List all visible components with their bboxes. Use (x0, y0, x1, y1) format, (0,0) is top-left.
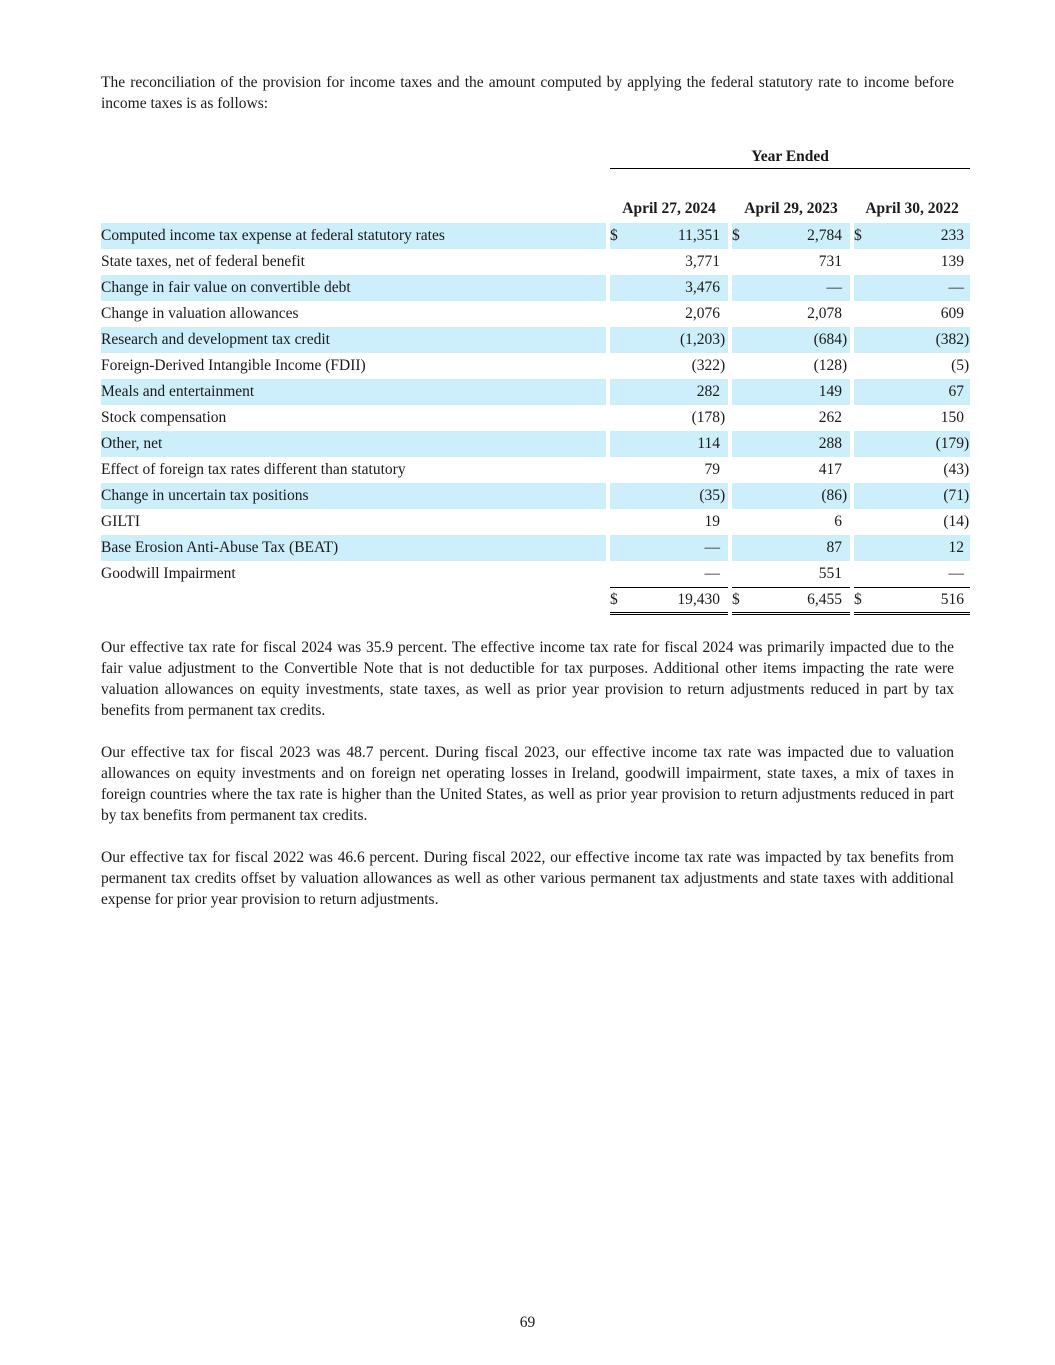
cell-value: 551 (750, 561, 842, 588)
paragraph-fiscal-2024: Our effective tax rate for fiscal 2024 was 35.9 percent. The effective income tax rate for fiscal 2024 was primarily impacted due to the fair value adjustment to the Convertible Note that is not deductible for tax purposes. Additional other items impacting the rate were valuation allowances on equity investments, state taxes, as well as prior year provision to return adjustments reduced in part by tax benefits from permanent tax credits. (101, 639, 954, 719)
cell-suffix (720, 275, 728, 301)
currency-symbol (854, 561, 872, 588)
document-page (101, 72, 970, 910)
cell-value: 11,351 (628, 223, 720, 249)
cell-value: 2,784 (750, 223, 842, 249)
cell-value: 6 (834, 513, 842, 530)
cell-value: 262 (818, 409, 842, 426)
cell-suffix: ) (842, 483, 850, 509)
row-label: Change in uncertain tax positions (101, 483, 606, 509)
cell-value: (1,203 (628, 327, 720, 353)
cell-value: 2,078 (807, 305, 842, 322)
table-row (101, 483, 970, 509)
cell-value: — (628, 561, 720, 588)
cell-value: 288 (750, 431, 842, 457)
table-row (101, 509, 970, 535)
cell-suffix (720, 457, 728, 483)
cell-suffix: ) (964, 357, 970, 374)
cell-suffix: ) (964, 513, 970, 530)
currency-symbol (854, 509, 872, 535)
cell-value: 79 (704, 461, 720, 478)
paragraph-fiscal-2022: Our effective tax for fiscal 2022 was 46.6 percent. During fiscal 2022, our effective income tax rate was impacted by tax benefits from permanent tax credits offset by valuation allowances as well as other various permanent tax adjustments and state taxes with additional expense for prior year provision to return adjustments. (101, 849, 954, 908)
currency-symbol (610, 457, 628, 483)
cell-suffix (720, 509, 728, 535)
cell-value: — (750, 275, 842, 301)
total-value: 6,455 (750, 588, 842, 614)
currency-symbol (732, 431, 750, 457)
cell-value: (35 (628, 483, 720, 509)
currency-symbol (854, 431, 872, 457)
cell-value: (322 (691, 357, 720, 374)
currency-symbol (610, 275, 628, 301)
cell-suffix (720, 223, 728, 249)
currency-symbol (610, 301, 628, 327)
row-label: Computed income tax expense at federal statutory rates (101, 223, 606, 249)
cell-suffix (720, 431, 728, 457)
cell-suffix (964, 301, 970, 327)
cell-value: 609 (940, 305, 964, 322)
cell-suffix (842, 275, 850, 301)
cell-suffix: ) (964, 461, 970, 478)
currency-symbol (610, 483, 628, 509)
cell-suffix (842, 249, 850, 275)
cell-suffix (964, 379, 970, 405)
cell-suffix (964, 405, 970, 431)
tax-reconciliation-table (101, 146, 970, 615)
currency-symbol (854, 275, 872, 301)
paragraph-fiscal-2023: Our effective tax for fiscal 2023 was 48.7 percent. During fiscal 2023, our effective income tax rate was impacted due to valuation allowances on equity investments and on foreign net operating losses in Ireland, goodwill impairment, state taxes, a mix of taxes in foreign countries where the tax rate is higher than the United States, as well as prior year provision to return adjustments reduced in part by tax benefits from permanent tax credits. (101, 744, 954, 824)
currency-symbol: $ (732, 223, 750, 249)
cell-value: 67 (872, 379, 964, 405)
currency-symbol: $ (732, 588, 750, 614)
cell-suffix (720, 249, 728, 275)
currency-symbol: $ (610, 223, 628, 249)
cell-suffix: ) (720, 483, 728, 509)
currency-symbol (854, 405, 872, 431)
cell-value: — (872, 561, 964, 588)
cell-value: (382 (872, 327, 964, 353)
row-label: Stock compensation (101, 409, 227, 426)
row-label: Effect of foreign tax rates different than statutory (101, 461, 406, 478)
cell-value: (71 (872, 483, 964, 509)
currency-symbol: $ (610, 588, 628, 614)
currency-symbol (732, 483, 750, 509)
cell-value: 19 (704, 513, 720, 530)
currency-symbol (732, 405, 750, 431)
cell-suffix (964, 275, 970, 301)
cell-suffix: ) (964, 327, 970, 353)
cell-suffix (842, 457, 850, 483)
currency-symbol (854, 535, 872, 561)
cell-suffix (964, 249, 970, 275)
currency-symbol (610, 509, 628, 535)
cell-value: 12 (872, 535, 964, 561)
currency-symbol (610, 249, 628, 275)
row-label: Change in fair value on convertible debt (101, 275, 606, 301)
table-row (101, 431, 970, 457)
cell-suffix: ) (964, 431, 970, 457)
table-row (101, 353, 970, 379)
currency-symbol (854, 457, 872, 483)
currency-symbol (854, 301, 872, 327)
cell-suffix (842, 561, 850, 588)
row-label: Base Erosion Anti-Abuse Tax (BEAT) (101, 535, 606, 561)
cell-value: 114 (628, 431, 720, 457)
year-ended-header: Year Ended (610, 146, 970, 169)
cell-suffix (720, 561, 728, 588)
cell-value: 150 (940, 409, 964, 426)
cell-suffix (842, 535, 850, 561)
table-row (101, 457, 970, 483)
cell-suffix: ) (720, 357, 726, 374)
cell-value: (128 (813, 357, 842, 374)
table-row (101, 301, 970, 327)
total-value: 19,430 (628, 588, 720, 614)
currency-symbol (732, 379, 750, 405)
cell-suffix (842, 301, 850, 327)
cell-value: (179 (872, 431, 964, 457)
table-row (101, 249, 970, 275)
cell-value: 233 (872, 223, 964, 249)
row-label: Research and development tax credit (101, 327, 606, 353)
currency-symbol (610, 535, 628, 561)
row-label: GILTI (101, 513, 141, 530)
currency-symbol (854, 483, 872, 509)
cell-suffix (964, 223, 970, 249)
cell-suffix (842, 405, 850, 431)
cell-value: (684 (750, 327, 842, 353)
cell-suffix: ) (842, 357, 848, 374)
row-label: Goodwill Impairment (101, 565, 236, 583)
cell-value: 731 (818, 253, 842, 270)
currency-symbol (732, 509, 750, 535)
table-row (101, 327, 970, 353)
currency-symbol: $ (854, 588, 872, 614)
cell-value: 3,476 (628, 275, 720, 301)
currency-symbol (610, 431, 628, 457)
cell-value: 282 (628, 379, 720, 405)
currency-symbol (610, 379, 628, 405)
intro-paragraph: The reconciliation of the provision for income taxes and the amount computed by applying the federal statutory rate to income before income taxes is as follows: (101, 74, 954, 112)
cell-value: 87 (750, 535, 842, 561)
table-row (101, 223, 970, 249)
cell-value: (5 (951, 357, 964, 374)
row-label: Foreign-Derived Intangible Income (FDII) (101, 357, 366, 374)
currency-symbol (854, 379, 872, 405)
column-header-2024: April 27, 2024 (622, 200, 716, 217)
cell-value: 3,771 (685, 253, 720, 270)
cell-value: — (628, 535, 720, 561)
cell-suffix (720, 535, 728, 561)
cell-suffix: ) (964, 483, 970, 509)
row-label: Meals and entertainment (101, 379, 606, 405)
cell-value: (86 (750, 483, 842, 509)
table-row (101, 561, 970, 588)
page-number: 69 (519, 1314, 536, 1331)
cell-value: 149 (750, 379, 842, 405)
cell-suffix: ) (842, 327, 850, 353)
cell-suffix (842, 509, 850, 535)
cell-suffix (720, 301, 728, 327)
cell-value: (43 (943, 461, 964, 478)
cell-suffix (964, 561, 970, 588)
cell-value: — (872, 275, 964, 301)
cell-suffix: ) (720, 409, 726, 426)
row-label: State taxes, net of federal benefit (101, 253, 305, 270)
total-row (101, 588, 970, 614)
currency-symbol (854, 327, 872, 353)
currency-symbol (854, 249, 872, 275)
cell-value: 139 (940, 253, 964, 270)
column-header-2023: April 29, 2023 (744, 200, 838, 217)
table-row (101, 405, 970, 431)
total-value: 516 (872, 588, 964, 614)
row-label: Change in valuation allowances (101, 305, 299, 322)
cell-suffix (842, 223, 850, 249)
currency-symbol (854, 353, 872, 379)
cell-value: (178 (691, 409, 720, 426)
currency-symbol (610, 327, 628, 353)
cell-value: (14 (943, 513, 964, 530)
currency-symbol: $ (854, 223, 872, 249)
currency-symbol (732, 457, 750, 483)
cell-value: 417 (818, 461, 842, 478)
row-label: Other, net (101, 431, 606, 457)
currency-symbol (732, 249, 750, 275)
currency-symbol (732, 353, 750, 379)
table-row (101, 275, 970, 301)
currency-symbol (610, 561, 628, 588)
currency-symbol (732, 275, 750, 301)
currency-symbol (610, 405, 628, 431)
cell-suffix (842, 379, 850, 405)
cell-value: 2,076 (685, 305, 720, 322)
column-header-2022: April 30, 2022 (865, 200, 959, 217)
cell-suffix (964, 535, 970, 561)
currency-symbol (732, 535, 750, 561)
currency-symbol (732, 301, 750, 327)
currency-symbol (610, 353, 628, 379)
cell-suffix: ) (720, 327, 728, 353)
currency-symbol (732, 327, 750, 353)
table-row (101, 535, 970, 561)
currency-symbol (732, 561, 750, 588)
table-row (101, 379, 970, 405)
cell-suffix (720, 379, 728, 405)
cell-suffix (842, 431, 850, 457)
